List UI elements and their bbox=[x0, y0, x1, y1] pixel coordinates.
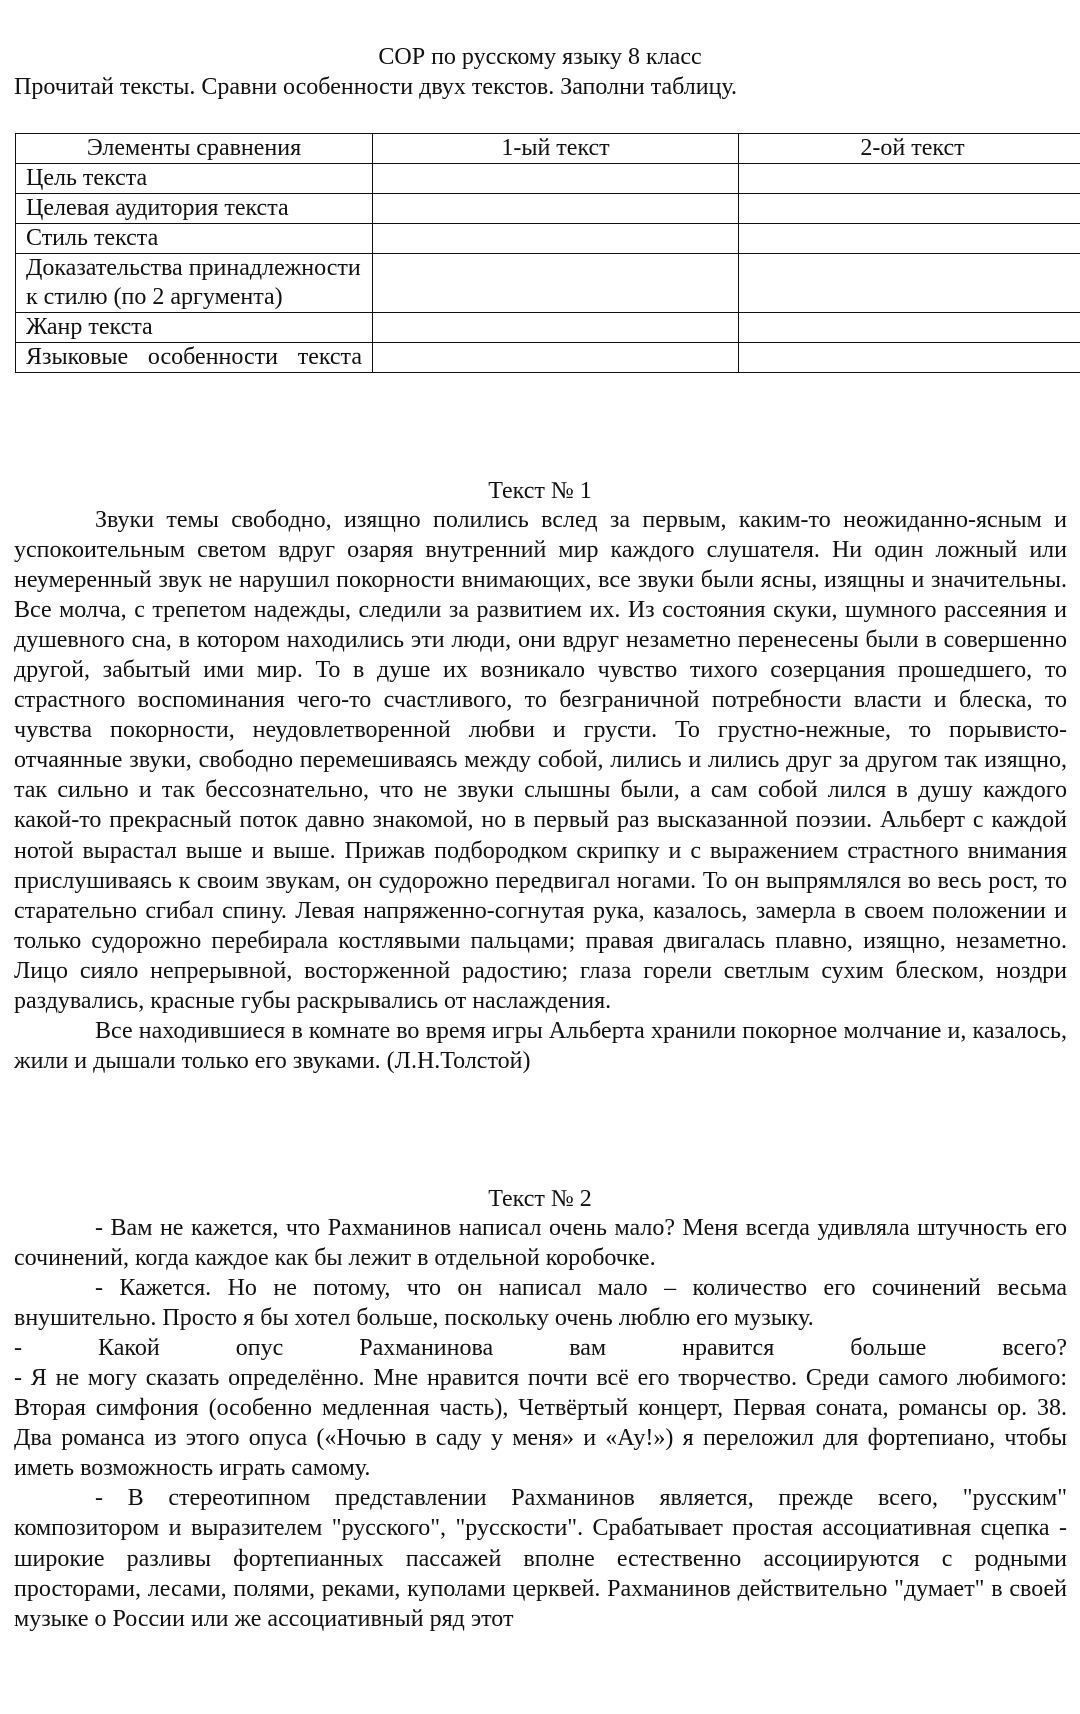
answer-cell[interactable] bbox=[373, 343, 739, 373]
document-title: СОР по русскому языку 8 класс bbox=[378, 44, 702, 70]
row-label: Цель текста bbox=[16, 164, 373, 194]
comparison-table bbox=[15, 133, 1080, 373]
row-label: Стиль текста bbox=[16, 224, 373, 254]
row-label: Языковые особенности текста bbox=[16, 343, 373, 373]
text2-paragraph: - В стереотипном представлении Рахманинов является, прежде всего, "русским" композитором и выразителем "русского", "русскости". Срабатывает простая ассоциативная сцепка - широкие разливы фортепианных пассажей вполне естественно ассоциируются с родными просторами, лесами, полями, реками, куполами церквей. Рахманинов действительно "думает" в своей музыке о России или же ассоциативный ряд этот bbox=[14, 1485, 1067, 1632]
answer-cell[interactable] bbox=[739, 343, 1080, 373]
row-label: Жанр текста bbox=[16, 313, 373, 343]
column-header: 2-ой текст bbox=[739, 134, 1080, 164]
text2-paragraph: - Вам не кажется, что Рахманинов написал очень мало? Меня всегда удивляла штучность его сочинений, когда каждое как бы лежит в отдельной коробочке. bbox=[14, 1215, 1067, 1272]
table-row bbox=[16, 313, 1080, 343]
table-row bbox=[16, 224, 1080, 254]
text2-paragraph: - Какой опус Рахманинова вам нравится больше всего? bbox=[14, 1335, 1067, 1362]
text1-paragraph: Звуки темы свободно, изящно полились вслед за первым, каким-то неожиданно-ясным и успокоительным светом вдруг озаряя внутренний мир каждого слушателя. Ни один ложный или неумеренный звук не нарушил покорности внимающих, все звуки были ясны, изящны и значительны. Все молча, с трепетом надежды, следили за развитием их. Из состояния скуки, шумного рассеяния и душевного сна, в котором находились эти люди, они вдруг незаметно перенесены были в совершенно другой, забытый ими мир. То в душе их возникало чувство тихого созерцания прошедшего, то страстного воспоминания чего-то счастливого, то безграничной потребности власти и блеска, то чувства покорности, неудовлетворенной любви и грусти. То грустно-нежные, то порывисто-отчаянные звуки, свободно перемешиваясь между собой, лились и лились друг за другом так изящно, так сильно и так бессознательно, что не звуки слышны были, а сам собой лился в душу каждого какой-то прекрасный поток давно знакомой, но в первый раз высказанной поэзии. Альберт с каждой нотой вырастал выше и выше. Прижав подбородком скрипку и с выражением страстного внимания прислушиваясь к своим звукам, он судорожно передвигал ногами. То он выпрямлялся во весь рост, то старательно сгибал спину. Левая напряженно-согнутая рука, казалось, замерла в своем положении и только судорожно перебирала костлявыми пальцами; правая двигалась плавно, изящно, незаметно. Лицо сияло непрерывной, восторженной радостию; глаза горели светлым сухим блеском, ноздри раздувались, красные губы раскрывались от наслаждения. bbox=[14, 507, 1067, 1014]
column-header: Элементы сравнения bbox=[16, 134, 373, 164]
table-row bbox=[16, 254, 1080, 313]
row-label: Целевая аудитория текста bbox=[16, 194, 373, 224]
table-row bbox=[16, 164, 1080, 194]
text1-heading: Текст № 1 bbox=[488, 478, 592, 504]
table-header-row bbox=[16, 134, 1080, 164]
text1-paragraph: Все находившиеся в комнате во время игры Альберта хранили покорное молчание и, казалось, жили и дышали только его звуками. (Л.Н.Толстой) bbox=[14, 1017, 1067, 1074]
text2-body bbox=[14, 1213, 1067, 1634]
table-row bbox=[16, 343, 1080, 373]
answer-cell[interactable] bbox=[739, 313, 1080, 343]
answer-cell[interactable] bbox=[373, 313, 739, 343]
answer-cell[interactable] bbox=[739, 254, 1080, 313]
text1-body bbox=[14, 505, 1067, 1076]
answer-cell[interactable] bbox=[373, 194, 739, 224]
answer-cell[interactable] bbox=[739, 164, 1080, 194]
table-row bbox=[16, 194, 1080, 224]
answer-cell[interactable] bbox=[739, 194, 1080, 224]
column-header: 1-ый текст bbox=[373, 134, 739, 164]
text2-paragraph: - Я не могу сказать определённо. Мне нравится почти всё его творчество. Среди самого любимого: Вторая симфония (особенно медленная часть), Четвёртый концерт, Первая соната, романсы ор. 38. Два романса из этого опуса («Ночью в саду у меня» и «Ау!») я переложил для фортепиано, чтобы иметь возможность играть самому. bbox=[14, 1365, 1067, 1482]
answer-cell[interactable] bbox=[739, 224, 1080, 254]
text2-paragraph: - Кажется. Но не потому, что он написал мало – количество его сочинений весьма внушительно. Просто я бы хотел больше, поскольку очень люблю его музыку. bbox=[14, 1275, 1067, 1332]
answer-cell[interactable] bbox=[373, 224, 739, 254]
answer-cell[interactable] bbox=[373, 164, 739, 194]
text2-heading: Текст № 2 bbox=[488, 1186, 592, 1212]
row-label: Доказательства принадлежности к стилю (по 2 аргумента) bbox=[16, 254, 373, 313]
answer-cell[interactable] bbox=[373, 254, 739, 313]
task-instruction: Прочитай тексты. Сравни особенности двух текстов. Заполни таблицу. bbox=[14, 74, 738, 100]
